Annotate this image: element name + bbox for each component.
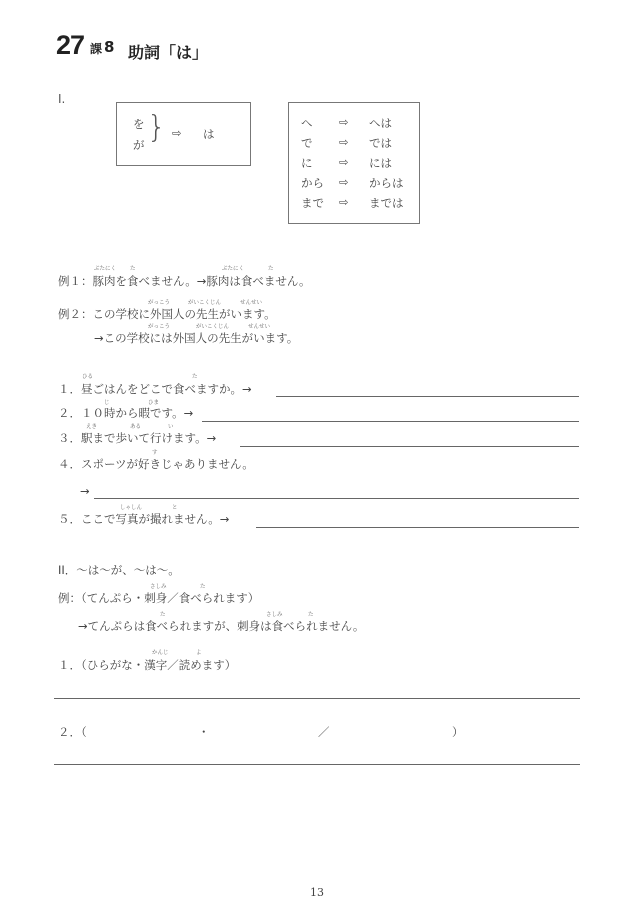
ruby: よ	[196, 650, 202, 656]
ruby: えき	[86, 424, 98, 430]
answer-line-1[interactable]	[276, 396, 579, 397]
box2-to-heha: へは	[369, 116, 392, 130]
lesson-title: 助詞「は」	[128, 43, 209, 62]
particle-box-1	[116, 102, 251, 166]
ruby: ぶたにく	[222, 266, 245, 272]
lesson-sub-number: 8	[104, 38, 115, 56]
ruby: た	[308, 612, 314, 618]
box2-arrow: ⇨	[339, 135, 349, 149]
ruby: た	[192, 374, 198, 380]
section2-q2-close: ）	[452, 725, 464, 739]
page-number: 13	[310, 886, 324, 899]
particle-box-2	[288, 102, 420, 224]
ruby: ひま	[148, 400, 160, 406]
question-1: １．昼ごはんをどこで食べますか。→	[58, 382, 252, 396]
question-4: ４．スポーツが好きじゃありません。	[58, 457, 254, 471]
ruby: ある	[130, 424, 142, 430]
ruby: た	[268, 266, 274, 272]
box2-to-deha: では	[369, 136, 392, 150]
box2-from-kara: から	[301, 176, 324, 190]
ruby: た	[200, 584, 206, 590]
brace: }	[147, 110, 167, 145]
ruby: せんせい	[240, 300, 263, 306]
example-2-answer: →この学校には外国人の先生がいます。	[94, 331, 299, 345]
section2-question-1: １．（ひらがな・漢字／読めます）	[58, 658, 237, 672]
box2-from-he: へ	[301, 116, 313, 130]
section2-example: 例：（てんぷら・刺身／食べられます）	[58, 591, 260, 605]
example-2: 例２：この学校に外国人の先生がいます。	[58, 307, 276, 321]
box2-arrow: ⇨	[339, 175, 349, 189]
answer-line-5[interactable]	[256, 527, 579, 528]
ruby: がっこう	[148, 324, 171, 330]
ruby: さしみ	[150, 584, 167, 590]
ruby: じ	[104, 400, 110, 406]
section1-label: I.	[58, 92, 66, 106]
ruby: がいこくじん	[188, 300, 222, 306]
box1-item-ga: が	[133, 138, 145, 152]
answer-line-3[interactable]	[240, 446, 579, 447]
ruby: しゃしん	[120, 505, 143, 511]
box2-from-made: まで	[301, 196, 324, 210]
ruby: がいこくじん	[196, 324, 230, 330]
question-4-arrow: →	[80, 484, 90, 498]
ruby: た	[130, 266, 136, 272]
question-5: ５．ここで写真が撮れません。→	[58, 512, 230, 526]
box2-arrow: ⇨	[339, 155, 349, 169]
box2-to-madeha: までは	[369, 196, 404, 210]
section2-q2-dot: ・	[198, 725, 210, 739]
question-2: ２．１０時から暇です。→	[58, 406, 194, 420]
box2-from-ni: に	[301, 156, 313, 170]
ruby: ひる	[82, 374, 94, 380]
question-3: ３．駅まで歩いて行けます。→	[58, 431, 217, 445]
ruby: せんせい	[248, 324, 271, 330]
section2-question-2: ２．（	[58, 725, 87, 739]
example-1: 例１：豚肉を食べません。→豚肉は食べません。	[58, 274, 311, 288]
box2-arrow: ⇨	[339, 195, 349, 209]
lesson-ka: 課	[90, 42, 103, 56]
answer-line-7[interactable]	[54, 764, 580, 765]
answer-line-4[interactable]	[94, 498, 579, 499]
ruby: かんじ	[152, 650, 169, 656]
ruby: い	[168, 424, 174, 430]
answer-line-2[interactable]	[202, 421, 579, 422]
ruby: ぶたにく	[94, 266, 117, 272]
box2-to-niha: には	[369, 156, 392, 170]
box1-arrow: ⇨	[172, 126, 182, 140]
ruby: さしみ	[266, 612, 283, 618]
section2-example-answer: →てんぷらは食べられますが、刺身は食べられません。	[78, 619, 365, 633]
answer-line-6[interactable]	[54, 698, 580, 699]
section2-label: II．～は～が、～は～。	[58, 563, 180, 577]
box2-from-de: で	[301, 136, 313, 150]
box2-to-karaha: からは	[369, 176, 404, 190]
ruby: と	[172, 505, 178, 511]
ruby: がっこう	[148, 300, 171, 306]
section2-q2-slash: ／	[318, 725, 330, 739]
lesson-number: 27	[56, 30, 85, 60]
box2-arrow: ⇨	[339, 115, 349, 129]
box1-result: は	[203, 127, 215, 141]
box1-item-wo: を	[133, 117, 145, 131]
ruby: た	[160, 612, 166, 618]
ruby: す	[152, 450, 158, 456]
